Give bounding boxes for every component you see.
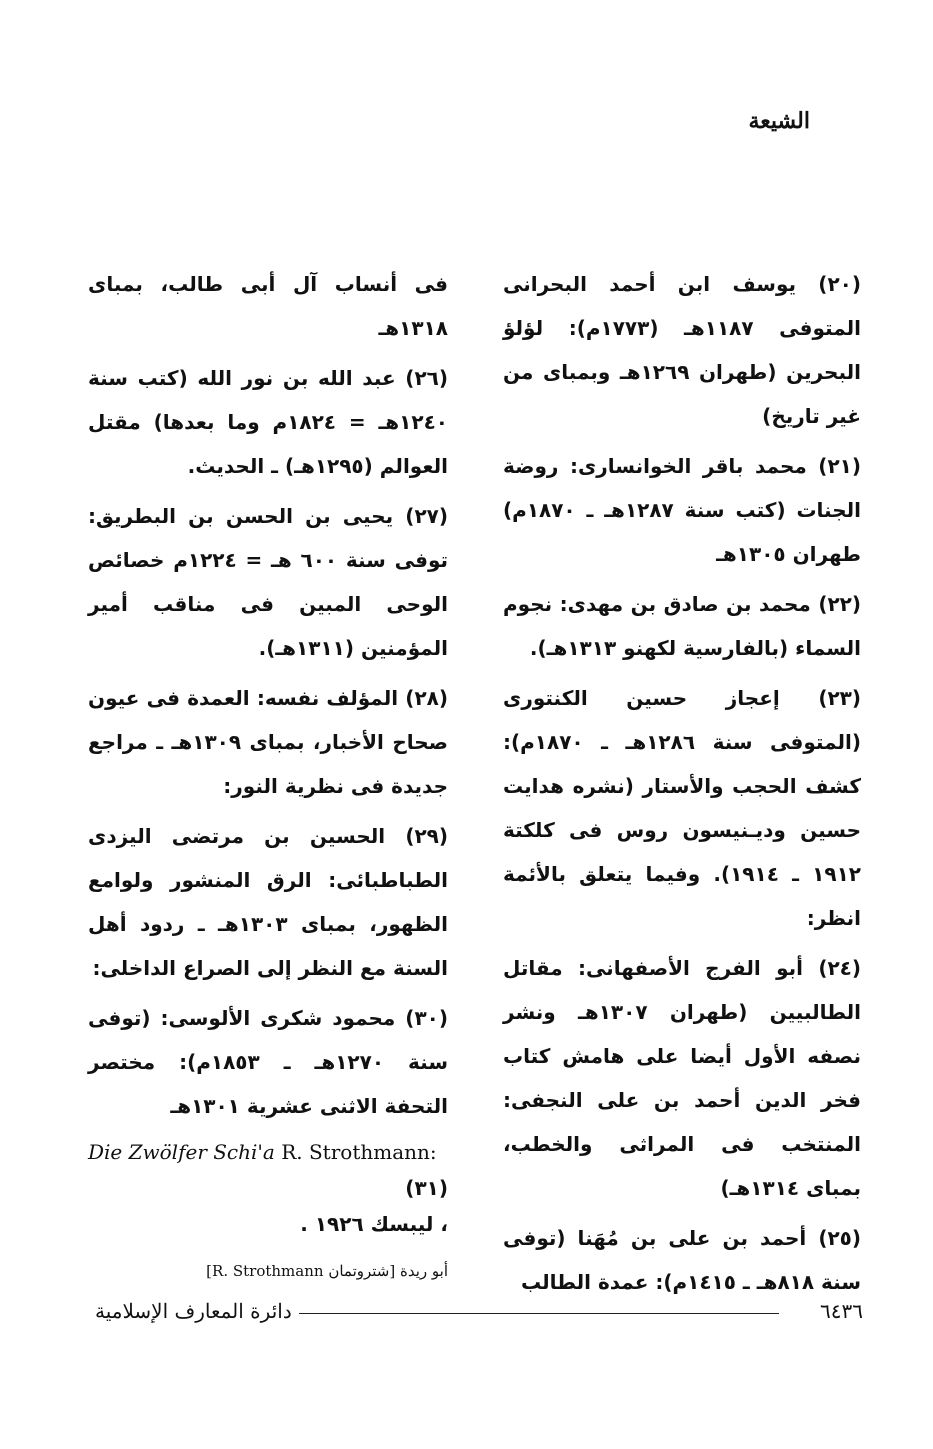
right-column	[503, 262, 861, 1310]
entry-31	[88, 1134, 448, 1242]
footer-rule	[299, 1313, 779, 1314]
entry-23: (٢٣) إعجاز حسين الكنتورى (المتوفى سنة ١٢٨٦هـ ـ ١٨٧٠م): كشف الحجب والأستار (نشره هدايت حسين وديـنيسون روس فى كلكتة ١٩١٢ ـ ١٩١٤). وفيما يتعلق بالأئمة انظر:	[503, 686, 862, 930]
entry-31-title: Die Zwölfer Schi'a	[88, 1140, 275, 1164]
entry-29: (٢٩) الحسين بن مرتضى اليزدى الطباطبائى: الرق المنشور ولوامع الظهور، بمباى ١٣٠٣هـ ـ ردود أهل السنة مع النظر إلى الصراع الداخلى:	[88, 824, 449, 980]
footer-title: دائرة المعارف الإسلامية	[95, 1299, 292, 1323]
author-signature: أبو ريدة [شتروتمان R. Strothmann]	[206, 1262, 448, 1280]
entry-31-number: (٣١)	[405, 1176, 448, 1200]
page-number: ٦٤٣٦	[820, 1299, 863, 1323]
left-column	[88, 262, 448, 1282]
entry-25-continued: فى أنساب آل أبى طالب، بمباى ١٣١٨هـ	[88, 272, 448, 340]
entry-25: (٢٥) أحمد بن على بن مُهَنا (توفى سنة ٨١٨هـ ـ ١٤١٥م): عمدة الطالب	[503, 1226, 862, 1294]
entry-30: (٣٠) محمود شكرى الألوسى: (توفى سنة ١٢٧٠هـ ـ ١٨٥٣م): مختصر التحفة الاثنى عشرية ١٣٠١هـ	[88, 1006, 448, 1118]
entry-26: (٢٦) عبد الله بن نور الله (كتب سنة ١٢٤٠هـ = ١٨٢٤م وما بعدها) مقتل العوالم (١٢٩٥هـ) ـ الحديث.	[88, 366, 448, 478]
entry-27: (٢٧) يحيى بن الحسن بن البطريق: توفى سنة ٦٠٠ هـ = ١٢٢٤م خصائص الوحى المبين فى مناقب أمير المؤمنين (١٣١١هـ).	[88, 504, 448, 660]
entry-24: (٢٤) أبو الفرج الأصفهانى: مقاتل الطالبيين (طهران ١٣٠٧هـ ونشر نصفه الأول أيضا على هامش كتاب فخر الدين أحمد بن على النجفى: المنتخب فى المراثى والخطب، بمباى ١٣١٤هـ)	[503, 956, 862, 1200]
entry-20: (٢٠) يوسف ابن أحمد البحرانى المتوفى ١١٨٧هـ (١٧٧٣م): لؤلؤ البحرين (طهران ١٢٦٩هـ وبمباى من غير تاريخ)	[503, 272, 861, 428]
entry-28: (٢٨) المؤلف نفسه: العمدة فى عيون صحاح الأخبار، بمباى ١٣٠٩هـ ـ مراجع جديدة فى نظرية النور:	[88, 686, 448, 798]
entry-21: (٢١) محمد باقر الخوانسارى: روضة الجنات (كتب سنة ١٢٨٧هـ ـ ١٨٧٠م) طهران ١٣٠٥هـ	[503, 454, 862, 566]
entry-31-place-year: ، ليبسك ١٩٢٦ .	[300, 1212, 448, 1236]
entry-31-author: R. Strothmann:	[281, 1140, 437, 1164]
running-head: الشيعة	[748, 108, 810, 134]
page-footer	[95, 1295, 863, 1331]
entry-22: (٢٢) محمد بن صادق بن مهدى: نجوم السماء (بالفارسية لكهنو ١٣١٣هـ).	[503, 592, 862, 660]
